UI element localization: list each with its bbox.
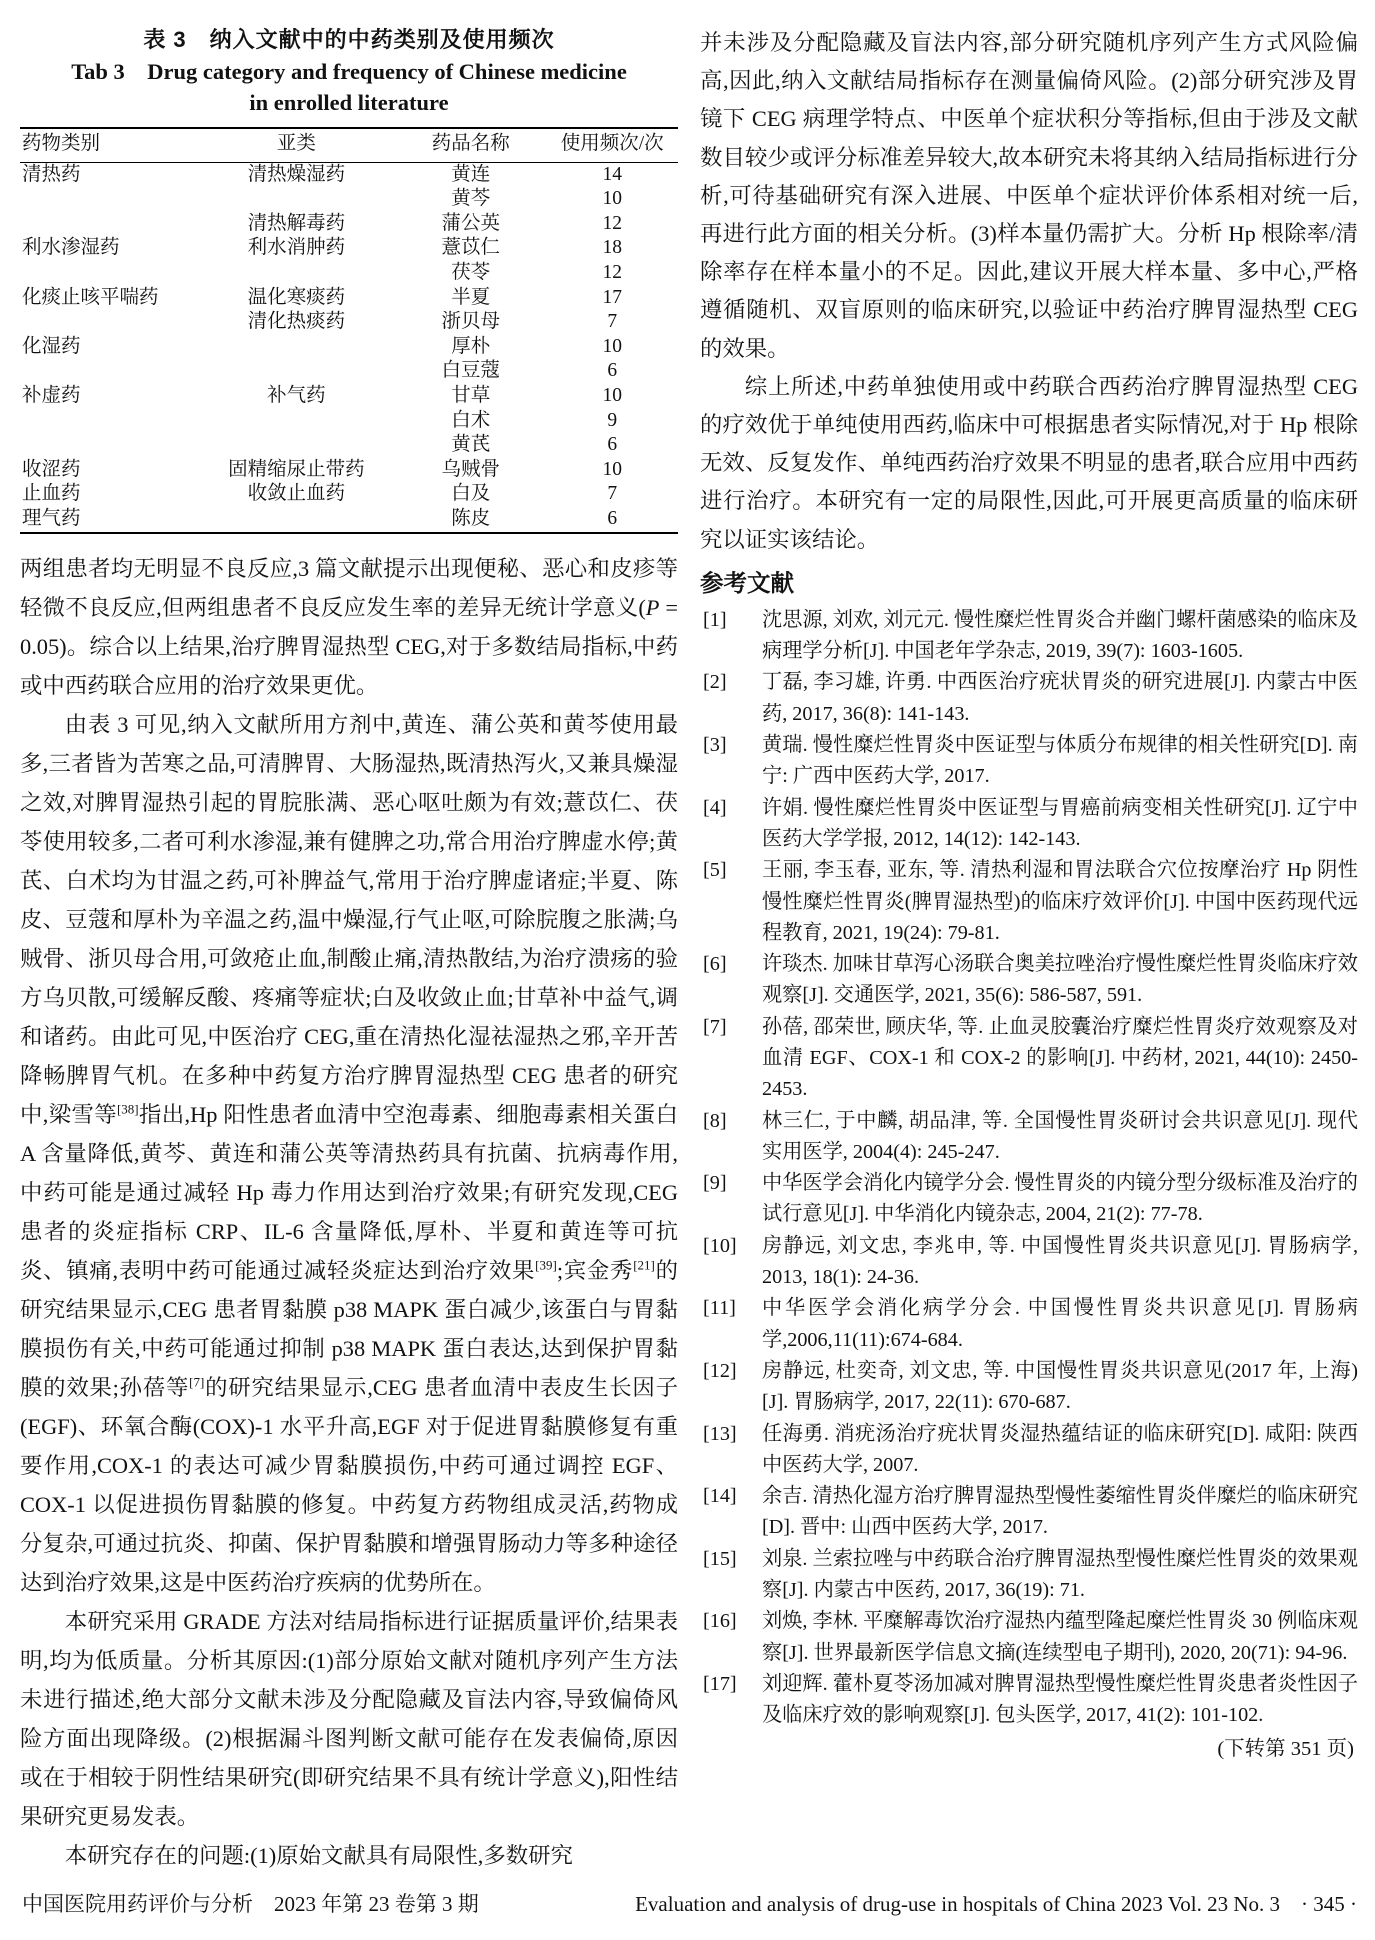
cell-subclass [198, 187, 395, 212]
cell-category: 理气药 [22, 507, 81, 529]
reference-item [700, 1606, 1358, 1669]
reference-text: 房静远, 杜奕奇, 刘文忠, 等. 中国慢性胃炎共识意见(2017 年, 上海)[J]. 胃肠病学, 2017, 22(11): 670-687. [762, 1359, 1358, 1414]
reference-item [700, 730, 1358, 793]
reference-text: 余吉. 清热化湿方治疗脾胃湿热型慢性萎缩性胃炎伴糜烂的临床研究[D]. 晋中: 山西中医药大学, 2017. [762, 1485, 1358, 1539]
reference-number: [4] [703, 796, 727, 819]
paragraph: 本研究采用 GRADE 方法对结局指标进行证据质量评价,结果表明,均为低质量。分析其原因:(1)部分原始文献对随机序列产生方法未进行描述,绝大部分文献未涉及分配隐藏及盲法内容,导致偏倚风险方面出现降级。(2)根据漏斗图判断文献可能存在发表偏倚,原因或在于相较于阴性结果研究(即研究结果不具有统计学意义),阳性结果研究更易发表。 [20, 1608, 678, 1829]
cell-category: 止血药 [22, 483, 81, 505]
continuation-note: (下转第 351 页) [1217, 1737, 1354, 1760]
cell-drug-name: 白及 [451, 483, 491, 505]
table-row [20, 384, 678, 409]
cell-category: 清热药 [22, 163, 81, 185]
reference-number: [9] [703, 1172, 727, 1195]
citation-superscript: [39] [535, 1257, 557, 1273]
table-row [20, 409, 678, 434]
cell-category: 化湿药 [22, 335, 81, 357]
cell-drug-name: 薏苡仁 [441, 237, 500, 259]
cell-subclass [198, 507, 395, 533]
cell-subclass: 温化寒痰药 [247, 286, 346, 308]
cell-drug-name: 厚朴 [451, 335, 491, 357]
cell-frequency: 7 [607, 483, 618, 505]
reference-text: 任海勇. 消疣汤治疗疣状胃炎湿热蕴结证的临床研究[D]. 咸阳: 陕西中医药大学, 2007. [762, 1422, 1358, 1476]
footer-journal-zh: 中国医院用药评价与分析 2023 年第 23 卷第 3 期 [22, 1892, 479, 1916]
cell-frequency: 17 [602, 286, 622, 308]
reference-number: [5] [703, 859, 727, 882]
table3-header [20, 128, 678, 162]
cell-subclass [198, 261, 395, 286]
right-column-text [700, 24, 1358, 559]
cell-subclass [198, 359, 395, 384]
reference-text: 刘迎辉. 藿朴夏苓汤加减对脾胃湿热型慢性糜烂性胃炎患者炎性因子及临床疗效的影响观察[J]. 包头医学, 2017, 41(2): 101-102. [762, 1672, 1358, 1727]
reference-item [700, 1356, 1358, 1419]
citation-superscript: [21] [633, 1257, 655, 1273]
cell-drug-name: 半夏 [451, 286, 491, 308]
cell-drug-name: 乌贼骨 [441, 458, 500, 480]
cell-subclass [198, 433, 395, 458]
cell-subclass [198, 409, 395, 434]
reference-number: [10] [703, 1234, 737, 1257]
cell-category [20, 187, 198, 212]
table-caption-en-line2: in enrolled literature [249, 90, 449, 115]
reference-text: 林三仁, 于中麟, 胡品津, 等. 全国慢性胃炎研讨会共识意见[J]. 现代实用医学, 2004(4): 245-247. [762, 1109, 1358, 1163]
cell-drug-name: 黄芩 [451, 188, 491, 210]
cell-subclass: 清热燥湿药 [247, 163, 346, 185]
citation-superscript: [38] [116, 1101, 139, 1117]
left-column-text [20, 549, 678, 1875]
cell-frequency: 10 [602, 188, 622, 210]
reference-item [700, 1669, 1358, 1732]
column-header-subclass: 亚类 [198, 128, 395, 162]
reference-item [700, 1168, 1358, 1231]
table-row [20, 286, 678, 311]
reference-item [700, 1481, 1358, 1544]
reference-number: [12] [703, 1359, 737, 1382]
reference-text: 中华医学会消化内镜学分会. 慢性胃炎的内镜分型分级标准及治疗的试行意见[J]. 中华消化内镜杂志, 2004, 21(2): 77-78. [762, 1172, 1358, 1226]
reference-item [700, 949, 1358, 1012]
paragraph: 并未涉及分配隐藏及盲法内容,部分研究随机序列产生方式风险偏高,因此,纳入文献结局指标存在测量偏倚风险。(2)部分研究涉及胃镜下 CEG 病理学特点、中医单个症状积分等指标,但由于涉及文献数目较少或评分标准差异较大,故本研究未将其纳入结局指标进行分析,可待基础研究有深入进展、中医单个症状评价体系相对统一后,再进行此方面的相关分析。(3)样本量仍需扩大。分析 Hp 根除率/清除率存在样本量小的不足。因此,建议开展大样本量、多中心,严格遵循随机、双盲原则的临床研究,以验证中药治疗脾胃湿热型 CEG 的效果。 [700, 30, 1358, 361]
cell-subclass: 利水消肿药 [247, 237, 346, 259]
cell-frequency: 6 [607, 434, 618, 456]
table-row [20, 458, 678, 483]
table-row [20, 187, 678, 212]
table-row [20, 162, 678, 187]
reference-number: [16] [703, 1610, 737, 1633]
cell-frequency: 18 [602, 237, 622, 259]
reference-text: 许琰杰. 加味甘草泻心汤联合奥美拉唑治疗慢性糜烂性胃炎临床疗效观察[J]. 交通医学, 2021, 35(6): 586-587, 591. [762, 953, 1358, 1007]
paragraph: 本研究存在的问题:(1)原始文献具有局限性,多数研究 [64, 1842, 573, 1868]
cell-drug-name: 蒲公英 [441, 212, 500, 234]
cell-subclass: 清化热痰药 [247, 311, 346, 333]
cell-category: 利水渗湿药 [22, 237, 120, 259]
cell-frequency: 10 [602, 458, 622, 480]
reference-text: 刘焕, 李林. 平糜解毒饮治疗湿热内蕴型隆起糜烂性胃炎 30 例临床观察[J]. 世界最新医学信息文摘(连续型电子期刊), 2020, 20(71): 94-96. [762, 1610, 1358, 1664]
reference-text: 许娟. 慢性糜烂性胃炎中医证型与胃癌前病变相关性研究[J]. 辽宁中医药大学学报, 2012, 14(12): 142-143. [762, 796, 1358, 850]
reference-number: [15] [703, 1547, 737, 1570]
cell-category [20, 212, 198, 237]
footer-journal-en-page: Evaluation and analysis of drug-use in hospitals of China 2023 Vol. 23 No. 3 · 345 · [635, 1892, 1357, 1916]
cell-frequency: 7 [607, 311, 618, 333]
cell-drug-name: 浙贝母 [441, 311, 500, 333]
reference-text: 刘泉. 兰索拉唑与中药联合治疗脾胃湿热型慢性糜烂性胃炎的效果观察[J]. 内蒙古中医药, 2017, 36(19): 71. [762, 1547, 1358, 1602]
reference-number: [8] [703, 1109, 727, 1132]
cell-category [20, 310, 198, 335]
reference-item [700, 855, 1358, 949]
cell-drug-name: 陈皮 [451, 507, 491, 529]
table3-body [20, 162, 678, 532]
reference-number: [17] [703, 1672, 737, 1695]
right-column [700, 24, 1358, 1875]
table-caption-en-line1: Tab 3 Drug category and frequency of Chinese medicine [71, 59, 627, 84]
table-row [20, 335, 678, 360]
table-row [20, 261, 678, 286]
table-header-row [20, 128, 678, 162]
reference-item [700, 667, 1358, 730]
table-row [20, 359, 678, 384]
table-row [20, 310, 678, 335]
cell-drug-name: 白豆蔻 [441, 360, 500, 382]
table-row [20, 212, 678, 237]
cell-category: 收涩药 [22, 458, 81, 480]
references-list [700, 605, 1358, 1732]
paragraph: 综上所述,中药单独使用或中药联合西药治疗脾胃湿热型 CEG 的疗效优于单纯使用西药,临床中可根据患者实际情况,对于 Hp 根除无效、反复发作、单纯西药治疗效果不明显的患者,联合应用中西药进行治疗。本研究有一定的局限性,因此,可开展更高质量的临床研究以证实该结论。 [700, 373, 1358, 552]
left-column [20, 24, 678, 1875]
cell-drug-name: 黄芪 [451, 434, 491, 456]
column-header-category: 药物类别 [20, 128, 198, 162]
reference-item [700, 1419, 1358, 1482]
cell-frequency: 6 [607, 360, 618, 382]
cell-category [20, 409, 198, 434]
cell-subclass: 补气药 [267, 384, 326, 406]
cell-subclass: 清热解毒药 [247, 212, 346, 234]
cell-subclass: 收敛止血药 [247, 483, 346, 505]
table3-block [20, 24, 678, 534]
reference-number: [2] [703, 671, 727, 694]
reference-text: 黄瑞. 慢性糜烂性胃炎中医证型与体质分布规律的相关性研究[D]. 南宁: 广西中医药大学, 2017. [762, 734, 1358, 788]
cell-frequency: 9 [607, 409, 618, 431]
cell-drug-name: 甘草 [451, 384, 491, 406]
cell-category [20, 261, 198, 286]
cell-subclass [198, 335, 395, 360]
paragraph: 两组患者均无明显不良反应,3 篇文献提示出现便秘、恶心和皮疹等轻微不良反应,但两组患者不良反应发生率的差异无统计学意义(P = 0.05)。综合以上结果,治疗脾胃湿热型 CEG,对于多数结局指标,中药或中西药联合应用的治疗效果更优。 [20, 555, 678, 698]
reference-item [700, 1106, 1358, 1169]
reference-number: [14] [703, 1485, 737, 1508]
cell-subclass: 固精缩尿止带药 [228, 458, 365, 480]
cell-frequency: 14 [602, 163, 622, 185]
cell-category [20, 359, 198, 384]
table-row [20, 236, 678, 261]
reference-item [700, 1544, 1358, 1607]
reference-item [700, 605, 1358, 668]
cell-frequency: 12 [602, 212, 622, 234]
table-row [20, 433, 678, 458]
references-heading: 参考文献 [700, 569, 794, 596]
table-row [20, 482, 678, 507]
cell-drug-name: 白术 [451, 409, 491, 431]
column-header-frequency: 使用频次/次 [546, 128, 678, 162]
cell-frequency: 12 [602, 261, 622, 283]
paragraph: 由表 3 可见,纳入文献所用方剂中,黄连、蒲公英和黄芩使用最多,三者皆为苦寒之品,可清脾胃、大肠湿热,既清热泻火,又兼具燥湿之效,对脾胃湿热引起的胃脘胀满、恶心呕吐颇为有效;薏苡仁、茯苓使用较多,二者可利水渗湿,兼有健脾之功,常合用治疗脾虚水停;黄芪、白术均为甘温之药,可补脾益气,常用于治疗脾虚诸症;半夏、陈皮、豆蔻和厚朴为辛温之药,温中燥湿,行气止呕,可除脘腹之胀满;乌贼骨、浙贝母合用,可敛疮止血,制酸止痛,清热散结,为治疗溃疡的验方乌贝散,可缓解反酸、疼痛等症状;白及收敛止血;甘草补中益气,调和诸药。由此可见,中医治疗 CEG,重在清热化湿祛湿热之邪,辛开苦降畅脾胃气机。在多种中药复方治疗脾胃湿热型 CEG 患者的研究中,梁雪等[38]指出,Hp 阳性患者血清中空泡毒素、细胞毒素相关蛋白 A 含量降低,黄芩、黄连和蒲公英等清热药具有抗菌、抗病毒作用,中药可能是通过减轻 Hp 毒力作用达到治疗效果;有研究发现,CEG 患者的炎症指标 CRP、IL-6 含量降低,厚朴、半夏和黄连等可抗炎、镇痛,表明中药可能通过减轻炎症达到治疗效果[39];宾金秀[21]的研究结果显示,CEG 患者胃黏膜 p38 MAPK 蛋白减少,该蛋白与胃黏膜损伤有关,中药可能通过抑制 p38 MAPK 蛋白表达,达到保护胃黏膜的效果;孙蓓等[7]的研究结果显示,CEG 患者血清中表皮生长因子(EGF)、环氧合酶(COX)-1 水平升高,EGF 对于促进胃黏膜修复有重要作用,COX-1 的表达可减少胃黏膜损伤,中药可通过调控 EGF、COX-1 以促进损伤胃黏膜的修复。中药复方药物组成灵活,药物成分复杂,可通过抗炎、抑菌、保护胃黏膜和增强胃肠动力等多种途径达到治疗效果,这是中医药治疗疾病的优势所在。 [20, 711, 678, 1595]
cell-category: 化痰止咳平喘药 [22, 286, 159, 308]
reference-number: [13] [703, 1422, 737, 1445]
table-caption-zh: 表 3 纳入文献中的中药类别及使用频次 [143, 27, 555, 52]
page-footer [22, 1888, 1357, 1918]
reference-text: 王丽, 李玉春, 亚东, 等. 清热利湿和胃法联合穴位按摩治疗 Hp 阴性慢性糜烂性胃炎(脾胃湿热型)的临床疗效评价[J]. 中国中医药现代远程教育, 2021, 19(24): 79-81. [762, 859, 1358, 944]
cell-drug-name: 茯苓 [451, 261, 491, 283]
reference-item [700, 1231, 1358, 1294]
reference-item [700, 793, 1358, 856]
citation-superscript: [7] [189, 1374, 205, 1390]
reference-text: 孙蓓, 邵荣世, 顾庆华, 等. 止血灵胶囊治疗糜烂性胃炎疗效观察及对血清 EGF、COX-1 和 COX-2 的影响[J]. 中药材, 2021, 44(10): 2450-2453. [762, 1015, 1358, 1101]
reference-number: [3] [703, 734, 727, 757]
table3 [20, 127, 678, 534]
reference-number: [1] [703, 608, 727, 631]
reference-item [700, 1012, 1358, 1106]
cell-frequency: 10 [602, 384, 622, 406]
reference-text: 丁磊, 李习雄, 许勇. 中西医治疗疣状胃炎的研究进展[J]. 内蒙古中医药, 2017, 36(8): 141-143. [762, 671, 1358, 725]
reference-number: [11] [703, 1297, 736, 1320]
cell-frequency: 10 [602, 335, 622, 357]
table-row [20, 507, 678, 533]
two-column-layout [20, 24, 1359, 1875]
reference-number: [6] [703, 953, 727, 976]
reference-text: 房静远, 刘文忠, 李兆申, 等. 中国慢性胃炎共识意见[J]. 胃肠病学, 2013, 18(1): 24-36. [762, 1234, 1358, 1289]
cell-category [20, 433, 198, 458]
column-header-drug-name: 药品名称 [395, 128, 546, 162]
reference-number: [7] [703, 1015, 727, 1038]
cell-drug-name: 黄连 [451, 163, 491, 185]
reference-text: 沈思源, 刘欢, 刘元元. 慢性糜烂性胃炎合并幽门螺杆菌感染的临床及病理学分析[J]. 中国老年学杂志, 2019, 39(7): 1603-1605. [762, 608, 1358, 663]
cell-category: 补虚药 [22, 384, 81, 406]
reference-item [700, 1293, 1358, 1356]
cell-frequency: 6 [607, 507, 618, 529]
reference-text: 中华医学会消化病学分会. 中国慢性胃炎共识意见[J]. 胃肠病学,2006,11(11):674-684. [762, 1297, 1358, 1351]
